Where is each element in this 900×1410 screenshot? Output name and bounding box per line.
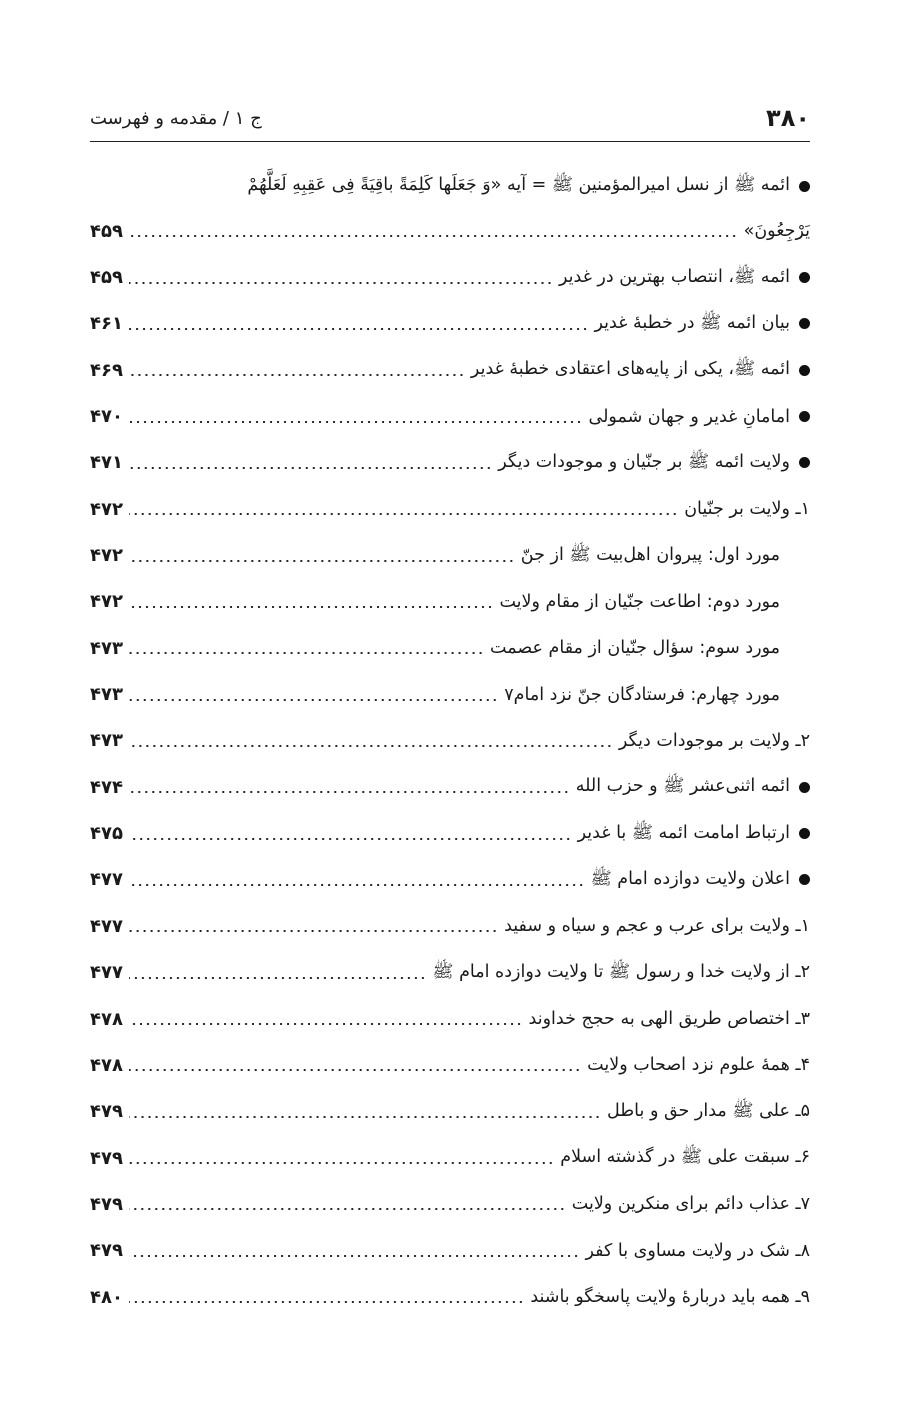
toc-entry-page: ۴۷۳ bbox=[90, 730, 123, 752]
toc-entry-title: اعلان ولایت دوازده امام ﷺ bbox=[590, 868, 790, 889]
toc-entry-title: ۷ـ عذاب دائم برای منکرین ولایت bbox=[571, 1194, 810, 1215]
dot-leader bbox=[129, 282, 553, 284]
toc-entry-title: ۲ـ از ولایت خدا و رسول ﷺ تا ولایت دوازده امام ﷺ bbox=[432, 961, 810, 982]
toc-entry-page: ۴۷۱ bbox=[90, 452, 123, 474]
toc-entry bbox=[90, 1042, 810, 1088]
toc-entry-title: ولایت ائمه ﷺ بر جنّیان و موجودات دیگر bbox=[498, 451, 790, 472]
running-title: ج ۱ / مقدمه و فهرست bbox=[90, 107, 262, 129]
toc-entry bbox=[90, 532, 810, 578]
toc-entry bbox=[90, 393, 810, 439]
dot-leader bbox=[129, 745, 613, 747]
toc-entry bbox=[90, 903, 810, 949]
toc-entry bbox=[90, 164, 810, 208]
toc-entry-title: مورد دوم: اطاعت جنّیان از مقام ولایت bbox=[499, 591, 780, 612]
toc-entry-page: ۴۷۹ bbox=[90, 1147, 123, 1169]
toc-entry bbox=[90, 810, 810, 856]
toc-entry-title: ائمه ﷺ، یکی از پایه‌های اعتقادی خطبهٔ غدیر bbox=[470, 359, 790, 380]
dot-leader bbox=[129, 1208, 566, 1210]
toc-entry bbox=[90, 486, 810, 532]
bullet-icon bbox=[799, 181, 810, 192]
toc-entry-page: ۴۷۹ bbox=[90, 1101, 123, 1123]
bullet-icon bbox=[799, 782, 810, 793]
toc-entry-page: ۴۸۰ bbox=[90, 1286, 123, 1308]
toc-entry-page: ۴۵۹ bbox=[90, 267, 123, 289]
bullet-icon bbox=[799, 874, 810, 885]
toc-entry bbox=[90, 857, 810, 903]
toc-entry bbox=[90, 996, 810, 1042]
toc-entry bbox=[90, 1181, 810, 1227]
toc-entry-page: ۴۶۹ bbox=[90, 359, 123, 381]
bullet-icon bbox=[799, 365, 810, 376]
toc-entry bbox=[90, 764, 810, 810]
dot-leader bbox=[129, 1116, 601, 1118]
toc-entry-page: ۴۷۲ bbox=[90, 498, 123, 520]
dot-leader bbox=[129, 374, 465, 376]
dot-leader bbox=[129, 328, 589, 330]
page-header bbox=[90, 96, 810, 140]
toc-entry-title: مورد اول: پیروان اهل‌بیت ﷺ از جنّ bbox=[520, 544, 780, 565]
toc-entry-title: ائمه اثنی‌عشر ﷺ و حزب الله bbox=[575, 776, 790, 797]
toc-entry-page: ۴۷۷ bbox=[90, 869, 123, 891]
dot-leader bbox=[129, 884, 585, 886]
toc-entry-page: ۴۷۳ bbox=[90, 637, 123, 659]
toc-entry-page: ۴۷۷ bbox=[90, 962, 123, 984]
bullet-icon bbox=[799, 318, 810, 329]
toc-entry-title: ارتباط امامت ائمه ﷺ با غدیر bbox=[577, 822, 790, 843]
dot-leader bbox=[129, 1255, 580, 1257]
dot-leader bbox=[129, 1023, 523, 1025]
toc-entry-title: ۱ـ ولایت بر جنّیان bbox=[684, 499, 810, 520]
toc-entry-page: ۴۷۲ bbox=[90, 591, 123, 613]
toc-entry-page: ۴۵۹ bbox=[90, 220, 123, 242]
dot-leader bbox=[129, 930, 498, 932]
bullet-icon bbox=[799, 272, 810, 283]
toc-entry-title: ۲ـ ولایت بر موجودات دیگر bbox=[618, 730, 810, 751]
dot-leader bbox=[129, 1162, 554, 1164]
toc-entry-page: ۴۷۰ bbox=[90, 406, 123, 428]
toc-entry-title: مورد سوم: سؤال جنّیان از مقام عصمت bbox=[490, 638, 780, 659]
toc-entry-title: ائمه ﷺ، انتصاب بهترین در غدیر bbox=[558, 266, 790, 287]
toc-entry-title: ۸ـ شک در ولایت مساوی با کفر bbox=[585, 1240, 810, 1261]
toc-entry-page: ۴۷۸ bbox=[90, 1054, 123, 1076]
toc-entry-title: امامانِ غدیر و جهان شمولی bbox=[588, 406, 790, 427]
toc-entry-title: ۵ـ علی ﷺ مدار حق و باطل bbox=[607, 1100, 810, 1121]
bullet-icon bbox=[799, 457, 810, 468]
toc-entry bbox=[90, 208, 810, 254]
toc-entry bbox=[90, 1089, 810, 1135]
toc-entry-title: ۶ـ سبقت علی ﷺ در گذشته اسلام bbox=[560, 1147, 810, 1168]
dot-leader bbox=[129, 560, 515, 562]
toc-entry-page: ۴۷۴ bbox=[90, 776, 123, 798]
toc-entry-page: ۴۷۵ bbox=[90, 823, 123, 845]
dot-leader bbox=[129, 838, 572, 840]
dot-leader bbox=[129, 513, 678, 515]
toc-entry-page: ۴۶۱ bbox=[90, 313, 123, 335]
dot-leader bbox=[129, 652, 484, 654]
toc-entry-page: ۴۷۲ bbox=[90, 545, 123, 567]
header-rule bbox=[90, 141, 810, 142]
toc-entry-title: ۴ـ همهٔ علوم نزد اصحاب ولایت bbox=[587, 1055, 810, 1076]
page-number: ۳۸۰ bbox=[766, 104, 810, 132]
dot-leader bbox=[129, 606, 494, 608]
toc-entry bbox=[90, 1228, 810, 1274]
toc-entry-title: ۳ـ اختصاص طریق الهی به حجج خداوند bbox=[528, 1009, 810, 1030]
toc-entry bbox=[90, 718, 810, 764]
toc-entry-page: ۴۷۳ bbox=[90, 684, 123, 706]
toc-entry bbox=[90, 1274, 810, 1320]
toc-entry bbox=[90, 301, 810, 347]
dot-leader bbox=[129, 1069, 581, 1071]
dot-leader bbox=[129, 1301, 524, 1303]
toc-entry-title: یَرْجِعُونَ» bbox=[743, 221, 810, 242]
toc-entry bbox=[90, 579, 810, 625]
dot-leader bbox=[129, 467, 492, 469]
dot-leader bbox=[129, 977, 426, 979]
toc-entry bbox=[90, 440, 810, 486]
dot-leader bbox=[129, 699, 498, 701]
toc-entry bbox=[90, 1135, 810, 1181]
toc-entry-title: ۹ـ همه باید دربارهٔ ولایت پاسخگو باشند bbox=[530, 1287, 810, 1308]
toc-entry-title: ائمه ﷺ از نسل امیرالمؤمنین ﷺ = آیه «وَ جَعَلَها کَلِمَةً باقِیَةً فِی عَقِبِهِ لَعَلَّهُمْ bbox=[247, 175, 790, 195]
toc-entry-title: بیان ائمه ﷺ در خطبهٔ غدیر bbox=[594, 312, 790, 333]
dot-leader bbox=[129, 421, 583, 423]
toc-entry bbox=[90, 625, 810, 671]
toc-entry bbox=[90, 671, 810, 717]
toc-entry-title: ۱ـ ولایت برای عرب و عجم و سیاه و سفید bbox=[504, 916, 810, 937]
toc-entry bbox=[90, 347, 810, 393]
toc-entry bbox=[90, 254, 810, 300]
toc-entry bbox=[90, 950, 810, 996]
bullet-icon bbox=[799, 828, 810, 839]
toc-entry-title: مورد چهارم: فرستادگان جنّ نزد امام۷ bbox=[504, 684, 780, 705]
toc-entry-page: ۴۷۷ bbox=[90, 915, 123, 937]
table-of-contents bbox=[90, 164, 810, 1320]
toc-entry-page: ۴۷۹ bbox=[90, 1240, 123, 1262]
toc-entry-page: ۴۷۸ bbox=[90, 1008, 123, 1030]
toc-entry-page: ۴۷۹ bbox=[90, 1193, 123, 1215]
dot-leader bbox=[129, 235, 738, 237]
bullet-icon bbox=[799, 411, 810, 422]
dot-leader bbox=[129, 791, 570, 793]
